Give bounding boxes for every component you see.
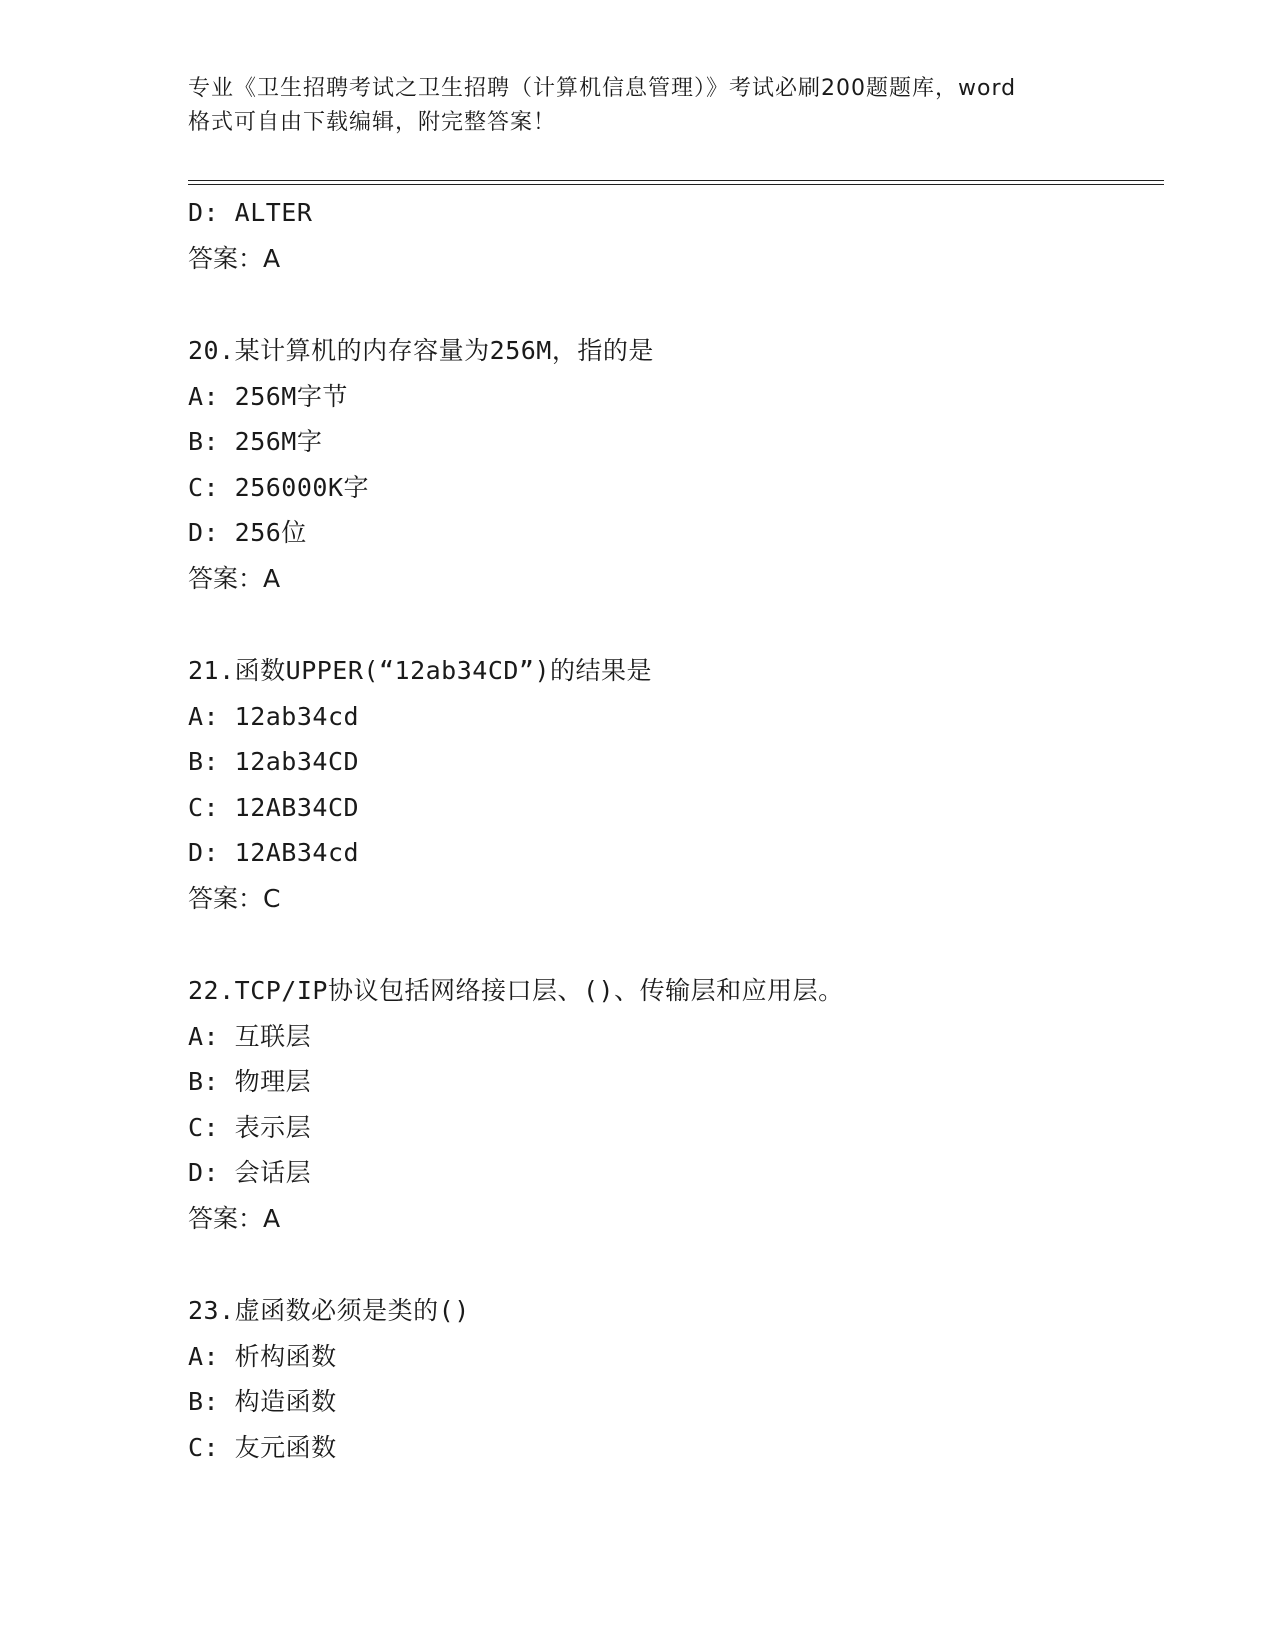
option-a: A: 析构函数 [188,1341,337,1371]
option-c: C: 256000K字 [188,472,370,502]
option-b: B: 12ab34CD [188,747,360,776]
option-b: B: 物理层 [188,1067,312,1096]
answer-line: 答案：A [188,563,281,593]
option-b: B: 构造函数 [188,1387,337,1416]
option-c: C: 表示层 [188,1112,312,1142]
option-d: D: 12AB34cd [188,838,360,867]
header-divider-bottom [188,184,1164,185]
question-23 [188,1288,1164,1470]
option-c: C: 友元函数 [188,1432,337,1462]
question-stem: 20.某计算机的内存容量为256M，指的是 [188,336,654,365]
header-divider-top [188,180,1164,181]
question-22 [188,968,1164,1241]
option-d: D: ALTER [188,198,313,227]
header-title-line-2: 格式可自由下载编辑，附完整答案！ [188,110,557,135]
option-d: D: 会话层 [188,1158,312,1187]
option-a: A: 互联层 [188,1021,312,1051]
document-header [188,72,1088,140]
question-stem: 23.虚函数必须是类的() [188,1296,470,1325]
answer-line: 答案：A [188,243,281,273]
option-c: C: 12AB34CD [188,792,360,822]
answer-line: 答案：C [188,883,281,913]
option-a: A: 256M字节 [188,381,348,411]
option-d: D: 256位 [188,518,307,547]
question-list [188,190,1164,1470]
question-stem: 22.TCP/IP协议包括网络接口层、()、传输层和应用层。 [188,976,844,1005]
option-b: B: 256M字 [188,427,323,456]
question-20 [188,328,1164,601]
question-fragment [188,190,1164,281]
answer-line: 答案：A [188,1203,281,1233]
question-21 [188,648,1164,921]
question-stem: 21.函数UPPER(“12ab34CD”)的结果是 [188,656,653,685]
header-title-line-1: 专业《卫生招聘考试之卫生招聘（计算机信息管理）》考试必刷200题题库，word [188,76,1017,101]
option-a: A: 12ab34cd [188,701,360,731]
